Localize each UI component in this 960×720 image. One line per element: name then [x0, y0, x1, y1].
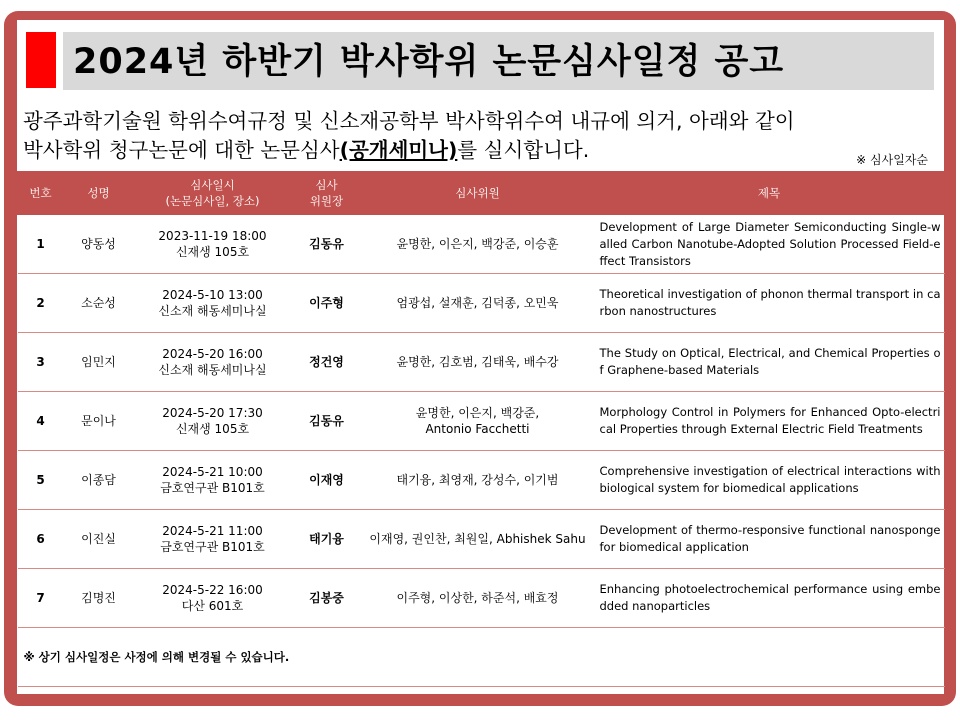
table-row — [18, 510, 945, 569]
row-no: 7 — [18, 569, 64, 628]
row-place: 신재생 105호 — [175, 422, 250, 436]
page-title: 2024년 하반기 박사학위 논문심사일정 공고 — [73, 42, 785, 82]
row-name: 소순성 — [64, 274, 134, 333]
row-schedule — [134, 333, 292, 392]
row-committee-line-1: 윤명한, 이은지, 백강준, 이승훈 — [396, 237, 559, 251]
row-committee-line-1: 엄광섭, 설재훈, 김덕종, 오민욱 — [396, 296, 559, 310]
table-row — [18, 274, 945, 333]
header-name: 성명 — [64, 172, 134, 215]
intro-line-1: 광주과학기술원 학위수여규정 및 신소재공학부 박사학위수여 내규에 의거, 아래와 같이 — [23, 109, 795, 133]
row-date: 2024-5-21 11:00 — [162, 524, 263, 538]
row-chair: 이주형 — [292, 274, 362, 333]
row-date: 2024-5-20 17:30 — [162, 406, 263, 420]
table-header-row — [18, 172, 945, 215]
row-schedule — [134, 569, 292, 628]
row-name: 김명진 — [64, 569, 134, 628]
row-committee — [362, 569, 594, 628]
row-title: Theoretical investigation of phonon thermal transport in carbon nanostructures — [594, 274, 945, 333]
row-no: 5 — [18, 451, 64, 510]
row-date: 2024-5-21 10:00 — [162, 465, 263, 479]
row-chair: 이재영 — [292, 451, 362, 510]
row-committee — [362, 215, 594, 274]
row-name: 이종담 — [64, 451, 134, 510]
row-chair: 김봉중 — [292, 569, 362, 628]
row-name: 양동성 — [64, 215, 134, 274]
row-schedule — [134, 274, 292, 333]
row-committee-line-1: 이재영, 권인찬, 최원일, Abhishek Sahu — [369, 532, 586, 546]
row-committee-line-1: 태기융, 최영재, 강성수, 이기범 — [396, 473, 559, 487]
row-schedule — [134, 510, 292, 569]
order-note: ※ 심사일자순 — [856, 153, 928, 167]
row-name: 이진실 — [64, 510, 134, 569]
row-title: Development of Large Diameter Semiconducting Single-walled Carbon Nanotube-Adopted Solution Processed Field-effect Transistors — [594, 215, 945, 274]
row-committee — [362, 274, 594, 333]
row-place: 다산 601호 — [181, 599, 244, 613]
row-committee — [362, 333, 594, 392]
header-chair — [292, 172, 362, 215]
row-name: 임민지 — [64, 333, 134, 392]
title-accent-block — [26, 32, 56, 88]
row-committee — [362, 392, 594, 451]
row-no: 6 — [18, 510, 64, 569]
row-committee — [362, 510, 594, 569]
row-title: Morphology Control in Polymers for Enhanced Opto-electrical Properties through External Electric Field Treatments — [594, 392, 945, 451]
row-chair: 김동유 — [292, 392, 362, 451]
header-no: 번호 — [18, 172, 64, 215]
row-committee-line-2: Antonio Facchetti — [425, 422, 530, 436]
header-committee: 심사위원 — [362, 172, 594, 215]
header-chair-line-1: 심사 — [315, 178, 338, 192]
header-schedule-line-1: 심사일시 — [190, 178, 235, 192]
table-row — [18, 215, 945, 274]
row-date: 2024-5-22 16:00 — [162, 583, 263, 597]
table-row — [18, 333, 945, 392]
row-no: 1 — [18, 215, 64, 274]
row-chair: 정건영 — [292, 333, 362, 392]
table-row — [18, 569, 945, 628]
row-committee — [362, 451, 594, 510]
row-title: Development of thermo-responsive functional nanosponge for biomedical application — [594, 510, 945, 569]
intro-line-2-emphasis: (공개세미나) — [339, 138, 458, 162]
row-place: 신소재 해동세미나실 — [158, 363, 267, 377]
row-place: 금호연구관 B101호 — [160, 540, 265, 554]
row-schedule — [134, 215, 292, 274]
intro-text — [23, 107, 933, 165]
row-place: 신소재 해동세미나실 — [158, 304, 267, 318]
row-title: Comprehensive investigation of electrical interactions with biological system for biomedical applications — [594, 451, 945, 510]
row-place: 신재생 105호 — [175, 245, 250, 259]
row-date: 2023-11-19 18:00 — [158, 229, 267, 243]
table-row — [18, 392, 945, 451]
announcement-panel — [17, 20, 944, 694]
header-schedule-line-2: (논문심사일, 장소) — [165, 194, 260, 208]
row-chair: 김동유 — [292, 215, 362, 274]
intro-line-2-pre: 박사학위 청구논문에 대한 논문심사 — [23, 138, 340, 162]
intro-line-2-post: 를 실시합니다. — [457, 138, 590, 162]
row-place: 금호연구관 B101호 — [160, 481, 265, 495]
row-no: 4 — [18, 392, 64, 451]
header-chair-line-2: 위원장 — [309, 194, 344, 208]
row-no: 2 — [18, 274, 64, 333]
table-row — [18, 451, 945, 510]
table-footnote: ※ 상기 심사일정은 사정에 의해 변경될 수 있습니다. — [18, 628, 945, 687]
row-name: 문이나 — [64, 392, 134, 451]
row-date: 2024-5-20 16:00 — [162, 347, 263, 361]
row-no: 3 — [18, 333, 64, 392]
schedule-table — [17, 171, 945, 687]
table-footnote-row — [18, 628, 945, 687]
row-chair: 태기융 — [292, 510, 362, 569]
header-schedule — [134, 172, 292, 215]
row-title: The Study on Optical, Electrical, and Chemical Properties of Graphene-based Materials — [594, 333, 945, 392]
row-title: Enhancing photoelectrochemical performance using embedded nanoparticles — [594, 569, 945, 628]
row-schedule — [134, 392, 292, 451]
row-committee-line-1: 윤명한, 김호범, 김태욱, 배수강 — [396, 355, 559, 369]
row-date: 2024-5-10 13:00 — [162, 288, 263, 302]
header-title: 제목 — [594, 172, 945, 215]
row-schedule — [134, 451, 292, 510]
row-committee-line-1: 이주형, 이상한, 하준석, 배효정 — [396, 591, 559, 605]
row-committee-line-1: 윤명한, 이은지, 백강준, — [415, 406, 540, 420]
intro-line-2 — [23, 136, 933, 165]
